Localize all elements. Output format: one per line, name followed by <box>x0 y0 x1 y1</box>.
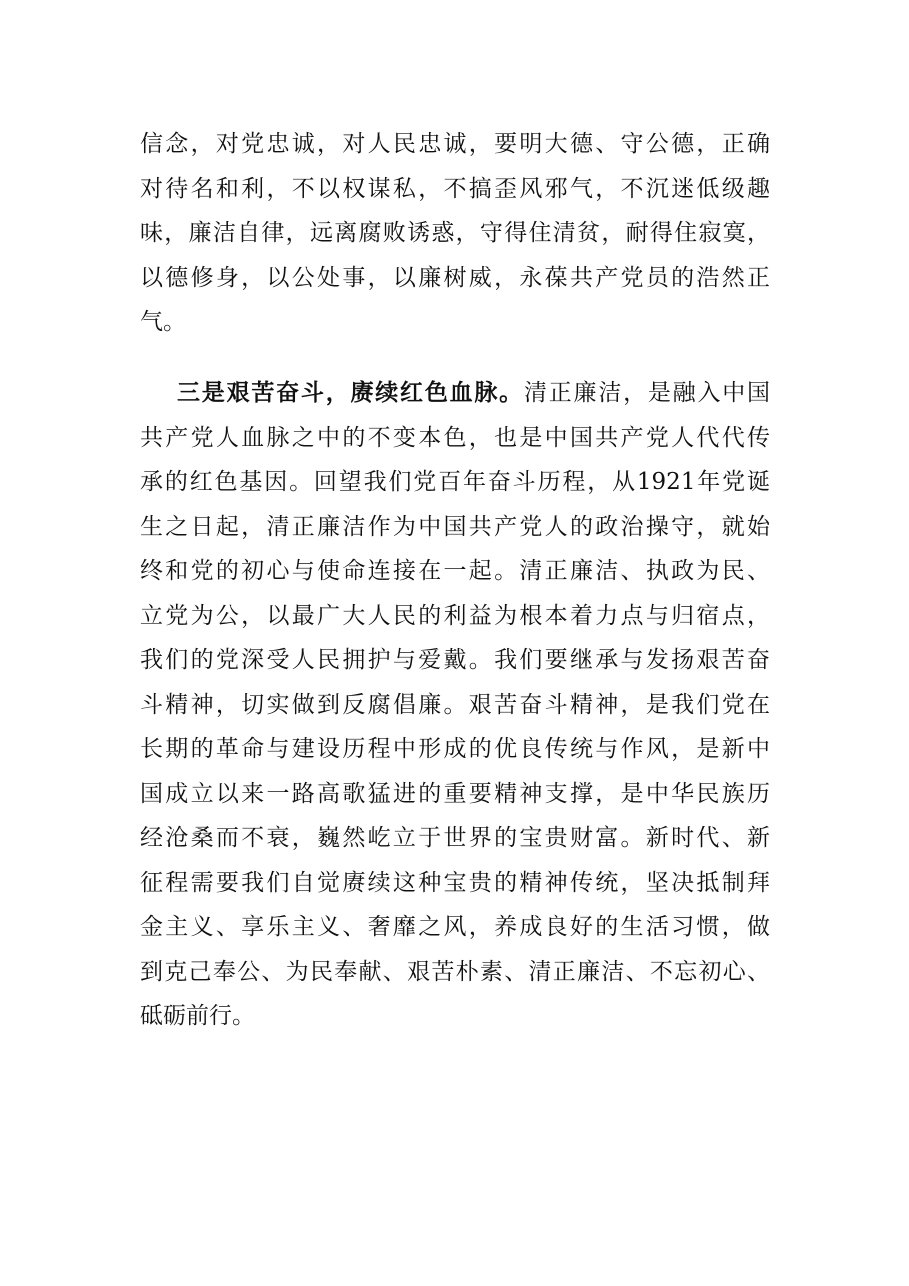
paragraph-2-line: 承的红色基因。回望我们党百年奋斗历程，从1921年党诞 <box>140 469 770 495</box>
paragraph-2-line: 征程需要我们自觉赓续这种宝贵的精神传统，坚决抵制拜 <box>140 869 770 896</box>
paragraph-2-line: 长期的革命与建设历程中形成的优良传统与作风，是新中 <box>140 736 770 762</box>
paragraph-2-line: 到克己奉公、为民奉献、艰苦朴素、清正廉洁、不忘初心、 <box>140 958 770 985</box>
paragraph-2-line: 国成立以来一路高歌猛进的重要精神支撑，是中华民族历 <box>140 780 770 807</box>
paragraph-2-line: 我们的党深受人民拥护与爱戴。我们要继承与发扬艰苦奋 <box>140 647 770 673</box>
paragraph-2-first-line-text: 清正廉洁，是融入中国 <box>523 380 771 406</box>
paragraph-2-line: 斗精神，切实做到反腐倡廉。艰苦奋斗精神，是我们党在 <box>140 691 770 718</box>
paragraph-1-line: 味，廉洁自律，远离腐败诱惑，守得住清贫，耐得住寂寞， <box>140 220 770 246</box>
paragraph-2-line: 生之日起，清正廉洁作为中国共产党人的政治操守，就始 <box>140 513 770 540</box>
paragraph-1 <box>140 122 770 345</box>
paragraph-2-line: 经沧桑而不衰，巍然屹立于世界的宝贵财富。新时代、新 <box>140 825 770 851</box>
section-heading: 三是艰苦奋斗，赓续红色血脉。 <box>177 379 524 406</box>
paragraph-2-line: 金主义、享乐主义、奢靡之风，养成良好的生活习惯，做 <box>140 914 770 940</box>
paragraph-2 <box>140 371 770 1039</box>
paragraph-2-first-line <box>140 371 770 416</box>
paragraph-2-line: 砥砺前行。 <box>140 1003 255 1029</box>
paragraph-1-line: 以德修身，以公处事，以廉树威，永葆共产党员的浩然正 <box>140 264 770 291</box>
paragraph-1-line: 信念，对党忠诚，对人民忠诚，要明大德、守公德，正确 <box>140 131 770 157</box>
paragraph-2-line: 终和党的初心与使命连接在一起。清正廉洁、执政为民、 <box>140 558 770 584</box>
paragraph-2-line: 立党为公，以最广大人民的利益为根本着力点与归宿点， <box>140 602 770 629</box>
paragraph-1-line: 对待名和利，不以权谋私，不搞歪风邪气，不沉迷低级趣 <box>140 175 770 202</box>
paragraph-2-line: 共产党人血脉之中的不变本色，也是中国共产党人代代传 <box>140 424 770 451</box>
paragraph-1-line: 气。 <box>140 309 186 335</box>
